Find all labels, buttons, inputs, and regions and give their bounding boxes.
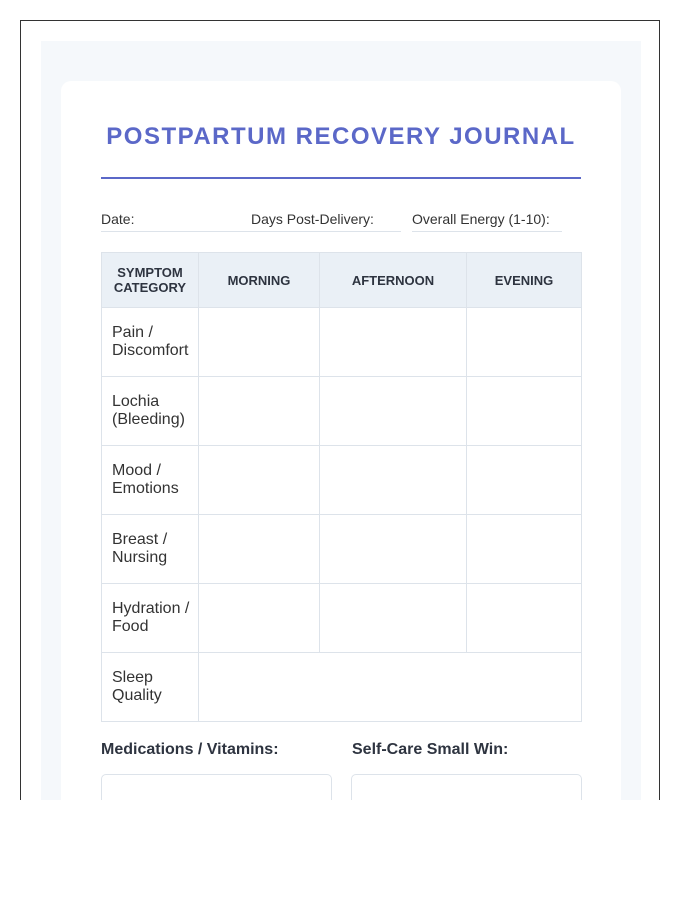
evening-cell[interactable] [467, 584, 582, 653]
overall-energy-field[interactable] [412, 231, 562, 232]
evening-cell[interactable] [467, 446, 582, 515]
afternoon-cell[interactable] [320, 515, 467, 584]
morning-cell[interactable] [199, 584, 320, 653]
afternoon-cell[interactable] [320, 584, 467, 653]
table-row [102, 377, 582, 446]
evening-cell[interactable] [467, 308, 582, 377]
afternoon-cell[interactable] [320, 446, 467, 515]
header-symptom-category: SYMPTOM CATEGORY [102, 253, 199, 308]
page-frame [20, 20, 660, 800]
medications-input[interactable] [101, 774, 332, 800]
row-label: Breast / Nursing [102, 515, 199, 584]
journal-title: POSTPARTUM RECOVERY JOURNAL [106, 123, 576, 150]
row-label: Pain / Discomfort [102, 308, 199, 377]
overall-energy-label: Overall Energy (1-10): [412, 211, 550, 227]
table-row [102, 515, 582, 584]
evening-cell[interactable] [467, 377, 582, 446]
header-evening: EVENING [467, 253, 582, 308]
morning-cell[interactable] [199, 446, 320, 515]
symptom-tracker-table [101, 252, 582, 722]
self-care-input[interactable] [351, 774, 582, 800]
journal-card [61, 81, 621, 800]
evening-cell[interactable] [467, 515, 582, 584]
medications-label: Medications / Vitamins: [101, 741, 279, 758]
table-row [102, 308, 582, 377]
afternoon-cell[interactable] [320, 308, 467, 377]
row-label: Hydration / Food [102, 584, 199, 653]
title-divider [101, 177, 581, 179]
table-row [102, 584, 582, 653]
sleep-quality-cell[interactable] [199, 653, 582, 722]
table-header-row [102, 253, 582, 308]
date-label: Date: [101, 211, 135, 227]
morning-cell[interactable] [199, 377, 320, 446]
table-row [102, 653, 582, 722]
row-label: Sleep Quality [102, 653, 199, 722]
afternoon-cell[interactable] [320, 377, 467, 446]
morning-cell[interactable] [199, 308, 320, 377]
morning-cell[interactable] [199, 515, 320, 584]
table-row [102, 446, 582, 515]
header-morning: MORNING [199, 253, 320, 308]
page-background [41, 41, 641, 800]
row-label: Mood / Emotions [102, 446, 199, 515]
header-afternoon: AFTERNOON [320, 253, 467, 308]
self-care-label: Self-Care Small Win: [352, 741, 509, 758]
days-post-delivery-label: Days Post-Delivery: [251, 211, 374, 227]
row-label: Lochia (Bleeding) [102, 377, 199, 446]
